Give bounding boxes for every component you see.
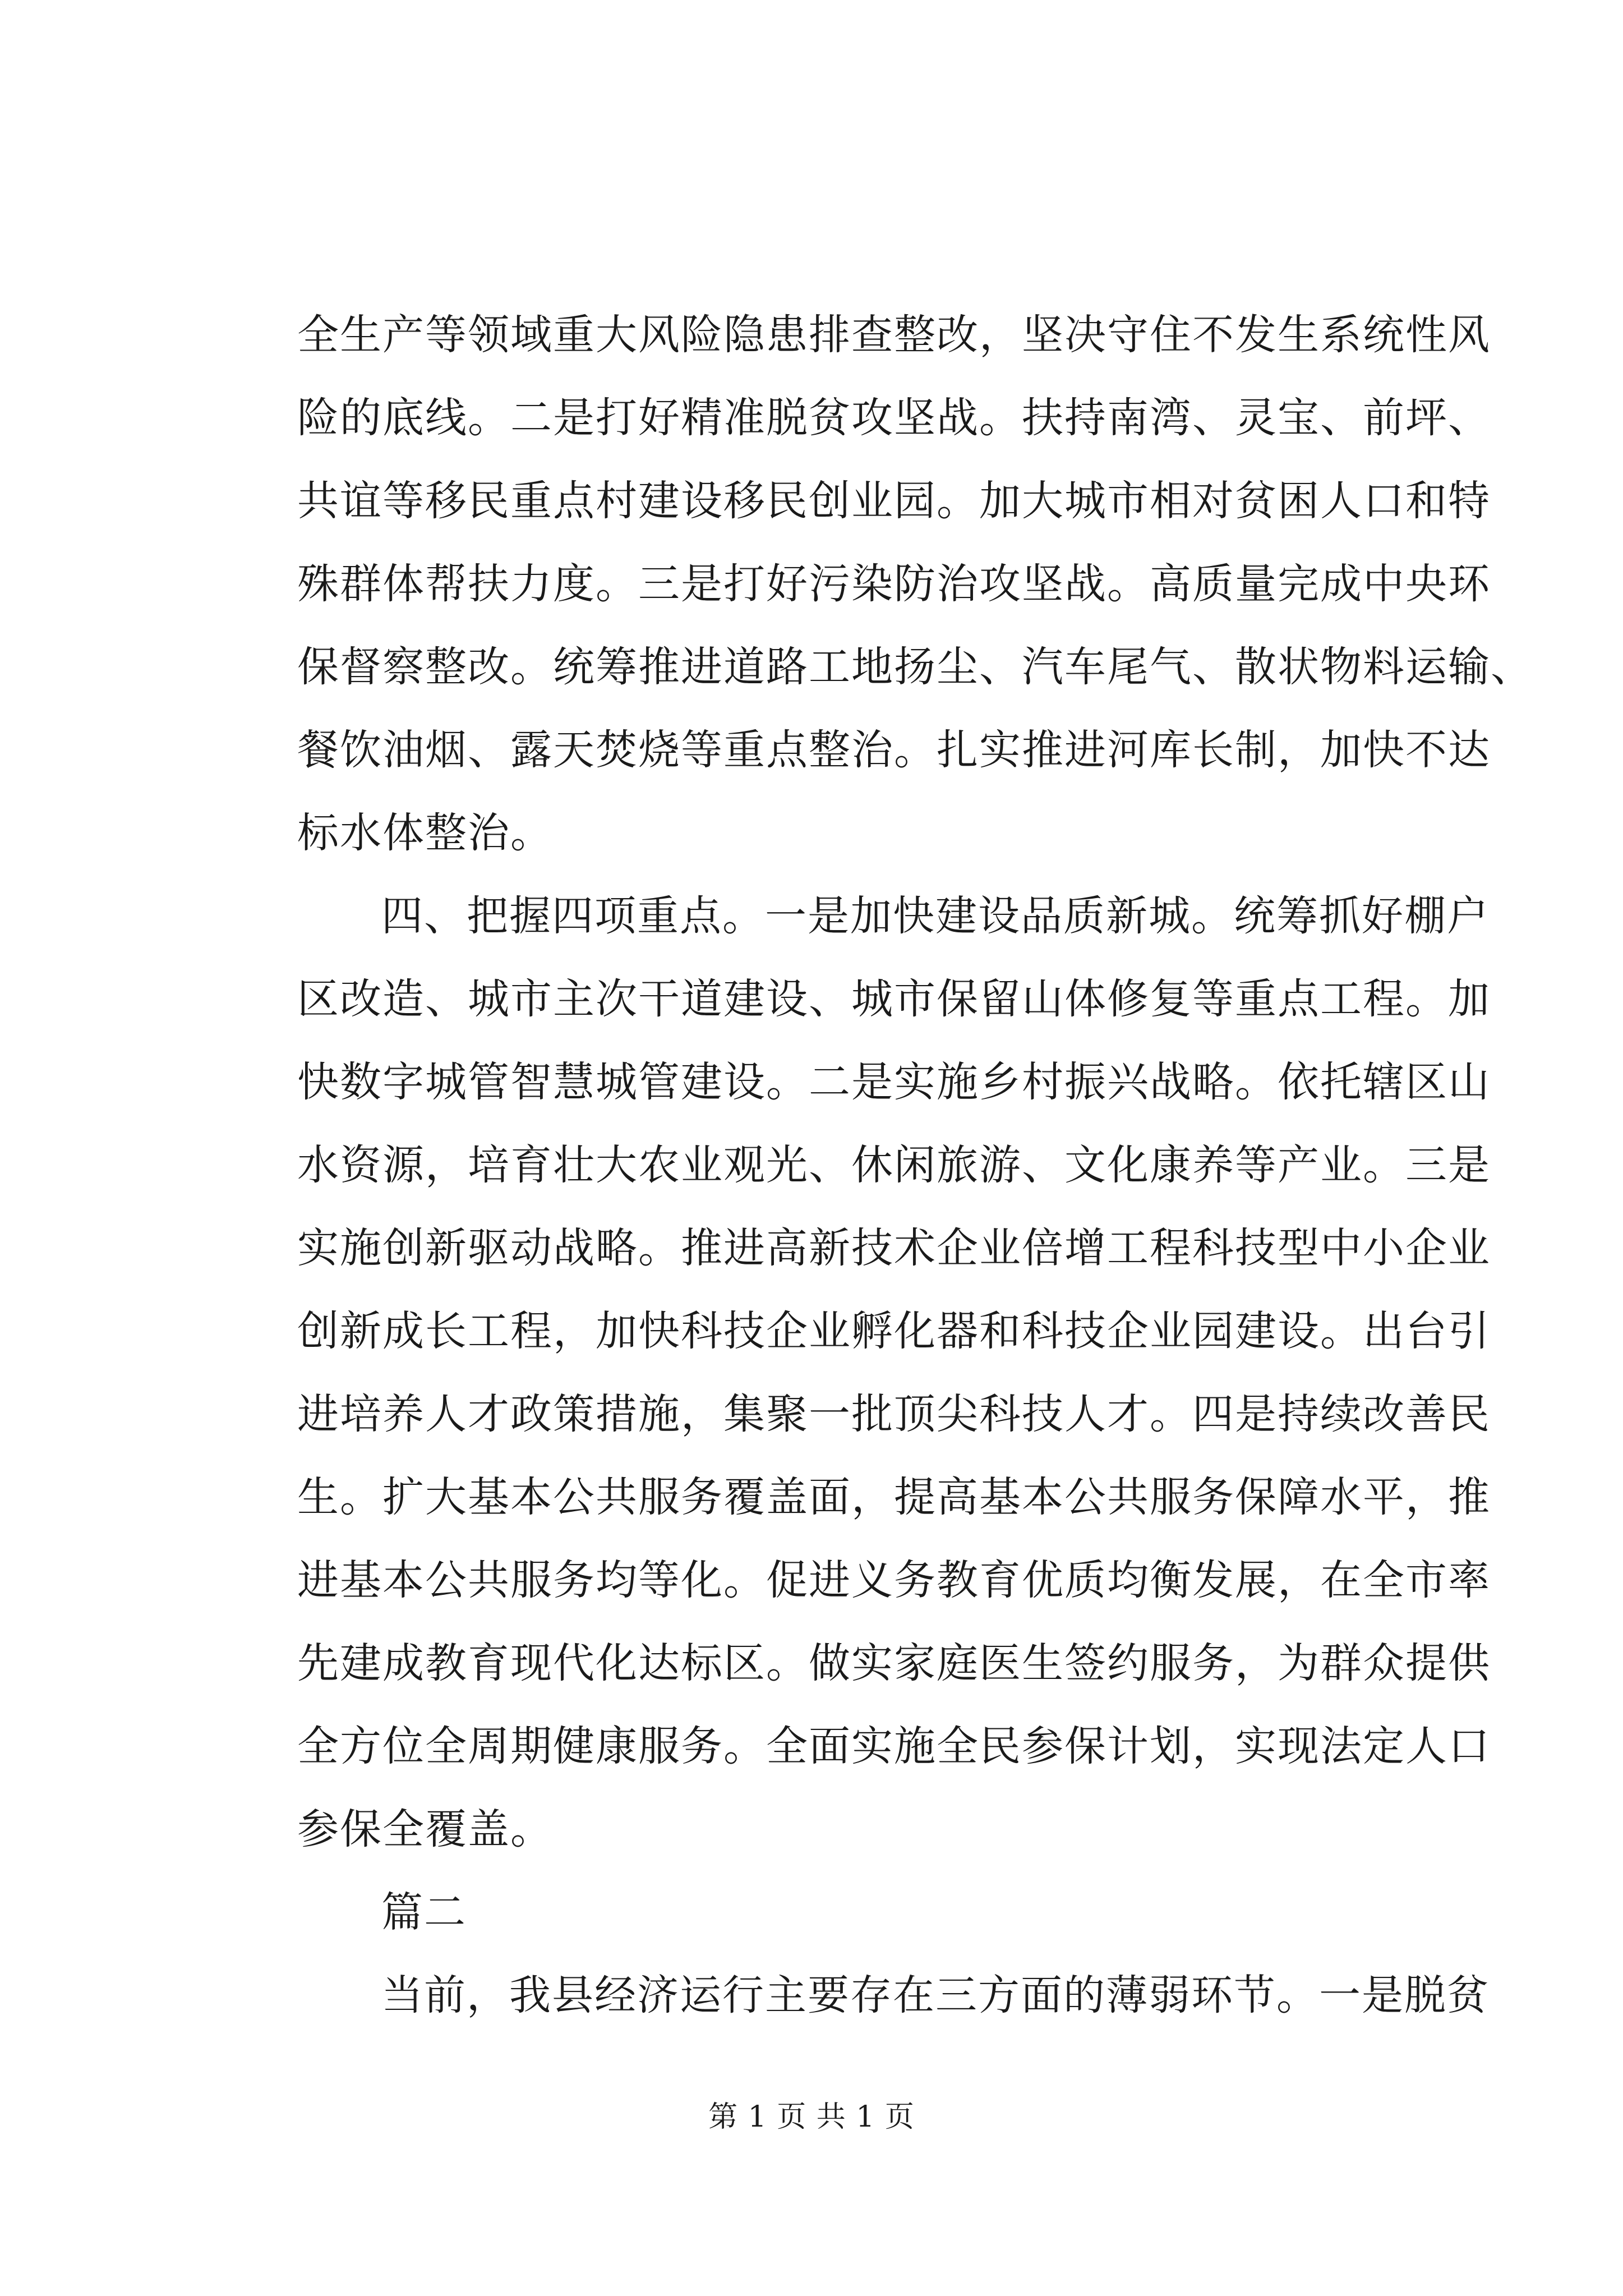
- body-text-line: 先建成教育现代化达标区。做实家庭医生签约服务，为群众提供: [297, 1639, 1491, 1687]
- body-text-line: 殊群体帮扶力度。三是打好污染防治攻坚战。高质量完成中央环: [297, 560, 1491, 608]
- body-text-line: 快数字城管智慧城管建设。二是实施乡村振兴战略。依托辖区山: [297, 1058, 1491, 1106]
- body-text-line: 餐饮油烟、露天焚烧等重点整治。扎实推进河库长制，加快不达: [297, 726, 1491, 774]
- body-text-line: 险的底线。二是打好精准脱贫攻坚战。扶持南湾、灵宝、前坪、: [297, 394, 1491, 442]
- body-text-line: 水资源，培育壮大农业观光、休闲旅游、文化康养等产业。三是: [297, 1141, 1491, 1189]
- section-heading: 篇二: [381, 1888, 467, 1936]
- body-text-line: 共谊等移民重点村建设移民创业园。加大城市相对贫困人口和特: [297, 477, 1491, 525]
- body-text-line: 全方位全周期健康服务。全面实施全民参保计划，实现法定人口: [297, 1722, 1491, 1770]
- paragraph-first-line: 当前，我县经济运行主要存在三方面的薄弱环节。一是脱贫: [381, 1971, 1490, 2019]
- body-text-line: 进基本公共服务均等化。促进义务教育优质均衡发展，在全市率: [297, 1556, 1491, 1604]
- body-text-line: 标水体整治。: [297, 809, 553, 857]
- body-text-line: 保督察整改。统筹推进道路工地扬尘、汽车尾气、散状物料运输、: [297, 643, 1533, 691]
- body-text-line: 创新成长工程，加快科技企业孵化器和科技企业园建设。出台引: [297, 1307, 1491, 1355]
- paragraph-first-line: 四、把握四项重点。一是加快建设品质新城。统筹抓好棚户: [381, 892, 1490, 940]
- body-text-line: 参保全覆盖。: [297, 1805, 553, 1853]
- body-text-line: 区改造、城市主次干道建设、城市保留山体修复等重点工程。加: [297, 975, 1491, 1023]
- body-text-line: 进培养人才政策措施，集聚一批顶尖科技人才。四是持续改善民: [297, 1390, 1491, 1438]
- body-text-line: 实施创新驱动战略。推进高新技术企业倍增工程科技型中小企业: [297, 1224, 1491, 1272]
- page-number-footer: 第 1 页 共 1 页: [708, 2100, 915, 2134]
- body-text-line: 生。扩大基本公共服务覆盖面，提高基本公共服务保障水平，推: [297, 1473, 1491, 1521]
- body-text-line: 全生产等领域重大风险隐患排查整改，坚决守住不发生系统性风: [297, 311, 1491, 359]
